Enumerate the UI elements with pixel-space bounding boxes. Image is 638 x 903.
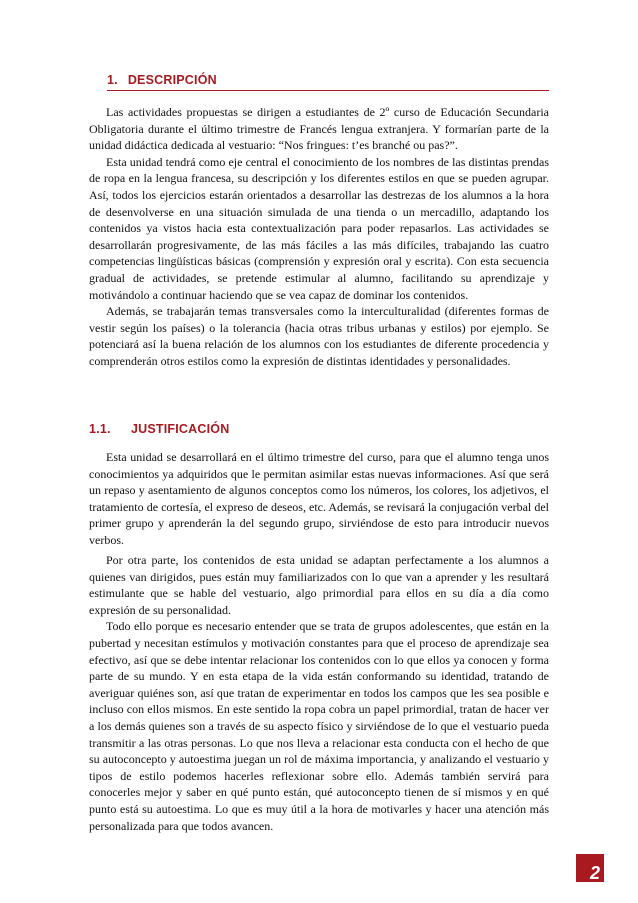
subsection-body-b <box>89 552 549 834</box>
page-number: 2 <box>589 863 600 883</box>
section-body <box>89 104 549 370</box>
subsection-body-a <box>89 449 549 549</box>
subsection-number: 1.1. <box>89 422 111 436</box>
paragraph: Esta unidad se desarrollará en el último trimestre del curso, para que el alumno tenga unos conocimientos ya adquiridos que le permitan asimilar estas nuevas informaciones. Así que será un repaso y asentamiento de algunos conceptos como los números, los colores, los adjetivos, el tratamiento de cortesía, el expreso de deseos, etc. Además, se revisará la conjugación verbal del primer grupo y aprenderán la del segundo grupo, sirviéndose de esto para introducir nuevos verbos. <box>89 450 549 547</box>
section-number: 1. <box>107 73 118 87</box>
page-number-badge <box>576 854 604 882</box>
subsection-title: JUSTIFICACIÓN <box>131 422 230 436</box>
heading-underline <box>107 90 549 91</box>
paragraph: Esta unidad tendrá como eje central el conocimiento de los nombres de las distintas prendas de ropa en la lengua francesa, su descripción y los diferentes estilos en que se pueden agrupar. Así, todos los ejercicios estarán orientados a desarrollar las destrezas de los alumnos a la hora de desenvolverse en una situación simulada de una tienda o un mercadillo, adaptando los contenidos ya vistos hacia esta contextualización para poder repasarlos. Las actividades se desarrollarán progresivamente, de las más fáciles a las más difíciles, trabajando las cuatro competencias lingüísticas básicas (comprensión y expresión oral y escrita). Con esta secuencia gradual de actividades, se pretende estimular al alumno, facilitando su aprendizaje y motivándolo a continuar haciendo que se vea capaz de dominar los contenidos. <box>89 154 549 302</box>
paragraph: Todo ello porque es necesario entender que se trata de grupos adolescentes, que están en la pubertad y necesitan estímulos y motivación constantes para que el proceso de aprendizaje sea efectivo, así que se debe intentar relacionar los contenidos con lo que ellos ya conocen y forma parte de su mundo. Y en esta etapa de la vida están conformando su identidad, tratando de averiguar quiénes son, así que tratan de experimentar en todos los campos que les sea posible e incluso con ellos mismos. En este sentido la ropa cobra un papel primordial, tratan de hacer ver a los demás quienes son a través de su aspecto físico y sirviéndose de lo que el vestuario pueda transmitir a las otras personas. Lo que nos lleva a relacionar esta conducta con el hecho de que su autoconcepto y autoestima juegan un rol de máxima importancia, y analizando el vestuario y tipos de estilo podemos hacerles reflexionar sobre ello. Además también servirá para conocerles mejor y saber en qué punto están, qué autoconcepto tienen de sí mismos y en qué punto está su autoestima. Lo que es muy útil a la hora de motivarles y hacer una atención más personalizada para que todos avancen. <box>89 619 549 833</box>
paragraph: Además, se trabajarán temas transversales como la interculturalidad (diferentes formas de vestir según los países) o la tolerancia (hacia otras tribus urbanas y estilos) por ejemplo. Se potenciará así la buena relación de los alumnos con los estudiantes de diferente procedencia y comprenderán otros estilos como la expresión de distintas identidades y personalidades. <box>89 304 549 368</box>
paragraph: Las actividades propuestas se dirigen a estudiantes de 2º curso de Educación Secundaria Obligatoria durante el último trimestre de Francés lengua extranjera. Y formarían parte de la unidad didáctica dedicada al vestuario: “Nos fringues: t’es branché ou pas?”. <box>89 105 549 153</box>
section-heading <box>107 73 217 87</box>
paragraph: Por otra parte, los contenidos de esta unidad se adaptan perfectamente a los alumnos a quienes van dirigidos, pues están muy familiarizados con lo que van a aprender y les resultará estimulante que se hable del vestuario, algo primordial para ellos en su día a día como expresión de su personalidad. <box>89 553 549 617</box>
subsection-heading <box>89 422 229 436</box>
section-title: DESCRIPCIÓN <box>127 73 217 87</box>
